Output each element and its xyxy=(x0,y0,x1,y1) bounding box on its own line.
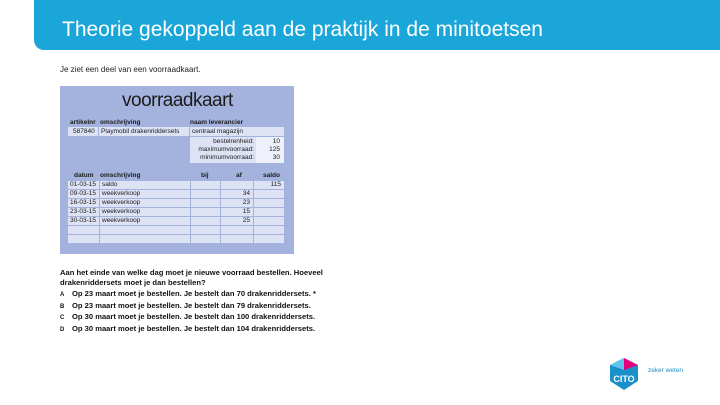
header-ledger-omschrijving: omschrijving xyxy=(100,172,141,179)
option-letter: A xyxy=(60,292,65,298)
ledger-cell-bg xyxy=(68,235,99,243)
ledger-cell-bg xyxy=(221,226,253,234)
option-a[interactable] xyxy=(60,289,316,301)
logo-text: CITO xyxy=(613,374,635,384)
stock-card xyxy=(60,86,294,254)
header-omschrijving: omschrijving xyxy=(100,119,141,126)
ledger-cell-bg xyxy=(68,226,99,234)
ledger-cell-bg xyxy=(191,217,220,225)
slide-title: Theorie gekoppeld aan de praktijk in de minitoetsen xyxy=(62,18,543,41)
stock-card-title: voorraadkaart xyxy=(122,90,233,111)
param-value: 10 xyxy=(272,138,280,145)
leverancier-value: centraal magazijn xyxy=(192,128,243,135)
ledger-cell-bg xyxy=(191,181,220,189)
ledger-cell-datum: 16-03-15 xyxy=(70,199,97,206)
ledger-cell-omschrijving: weekverkoop xyxy=(102,217,141,224)
ledger-cell-datum: 09-03-15 xyxy=(70,190,97,197)
ledger-cell-datum: 01-03-15 xyxy=(70,181,97,188)
param-value: 30 xyxy=(272,154,280,161)
header-saldo: saldo xyxy=(263,172,280,179)
ledger-cell-datum: 30-03-15 xyxy=(70,217,97,224)
param-label: bestelrenheid: xyxy=(213,138,254,145)
option-text: Op 23 maart moet je bestellen. Je bestelt dan 70 drakenriddersets. * xyxy=(72,289,316,298)
header-af: af xyxy=(236,172,242,179)
ledger-cell-af: 34 xyxy=(242,190,250,197)
option-letter: C xyxy=(60,315,65,322)
ledger-cell-bg xyxy=(254,226,284,234)
ledger-cell-datum: 23-03-15 xyxy=(70,208,97,215)
option-letter: B xyxy=(60,303,65,310)
ledger-cell-saldo: 115 xyxy=(270,181,281,188)
ledger-cell-af: 15 xyxy=(242,208,250,215)
intro-text: Je ziet een deel van een voorraadkaart. xyxy=(60,65,201,74)
option-letter: D xyxy=(60,327,65,334)
ledger-cell-omschrijving: weekverkoop xyxy=(102,190,141,197)
header-datum: datum xyxy=(74,172,94,179)
ledger-cell-bg xyxy=(100,226,190,234)
option-text: Op 23 maart moet je bestellen. Je bestelt dan 79 drakenriddersets. xyxy=(72,300,311,310)
option-c[interactable] xyxy=(60,312,316,324)
ledger-cell-bg xyxy=(254,190,284,198)
ledger-cell-af: 25 xyxy=(242,217,250,224)
ledger-cell-omschrijving: weekverkoop xyxy=(102,199,141,206)
logo-tagline: zeker weten xyxy=(648,367,684,374)
ledger-cell-bg xyxy=(191,199,220,207)
header-leverancier: naam leverancier xyxy=(190,119,244,126)
question-text: Aan het einde van welke dag moet je nieuwe voorraad bestellen. Hoeveel drakenriddersets moet je dan bestellen? xyxy=(60,268,323,287)
ledger-cell-bg xyxy=(191,235,220,243)
ledger-cell-bg xyxy=(221,181,253,189)
omschrijving-value: Playmobil drakenriddersets xyxy=(101,128,180,135)
ledger-cell-omschrijving: weekverkoop xyxy=(102,208,141,215)
header-artikelnr: artikelnr xyxy=(70,119,96,126)
ledger-cell-bg xyxy=(191,226,220,234)
ledger-cell-bg xyxy=(254,199,284,207)
cito-logo xyxy=(606,356,642,392)
ledger-cell-bg xyxy=(100,235,190,243)
param-label: minimumvoorraad: xyxy=(200,154,254,161)
ledger-cell-bg xyxy=(191,190,220,198)
option-text: Op 30 maart moet je bestellen. Je bestelt dan 100 drakenriddersets. xyxy=(72,312,316,322)
ledger-cell-bg xyxy=(191,208,220,216)
artikelnr-value: 587840 xyxy=(73,128,95,135)
ledger-cell-bg xyxy=(254,217,284,225)
option-d[interactable] xyxy=(60,324,316,336)
param-value: 125 xyxy=(269,146,280,153)
ledger-cell-omschrijving: saldo xyxy=(102,181,118,188)
ledger-cell-bg xyxy=(254,235,284,243)
option-text: Op 30 maart moet je bestellen. Je bestelt dan 104 drakenriddersets. xyxy=(72,324,316,334)
ledger-cell-af: 23 xyxy=(242,199,250,206)
ledger-cell-bg xyxy=(221,235,253,243)
answer-options xyxy=(60,289,316,336)
header-bij: bij xyxy=(201,172,209,179)
ledger-cell-bg xyxy=(254,208,284,216)
param-label: maximumvoorraad: xyxy=(198,146,254,153)
option-b[interactable] xyxy=(60,301,316,313)
